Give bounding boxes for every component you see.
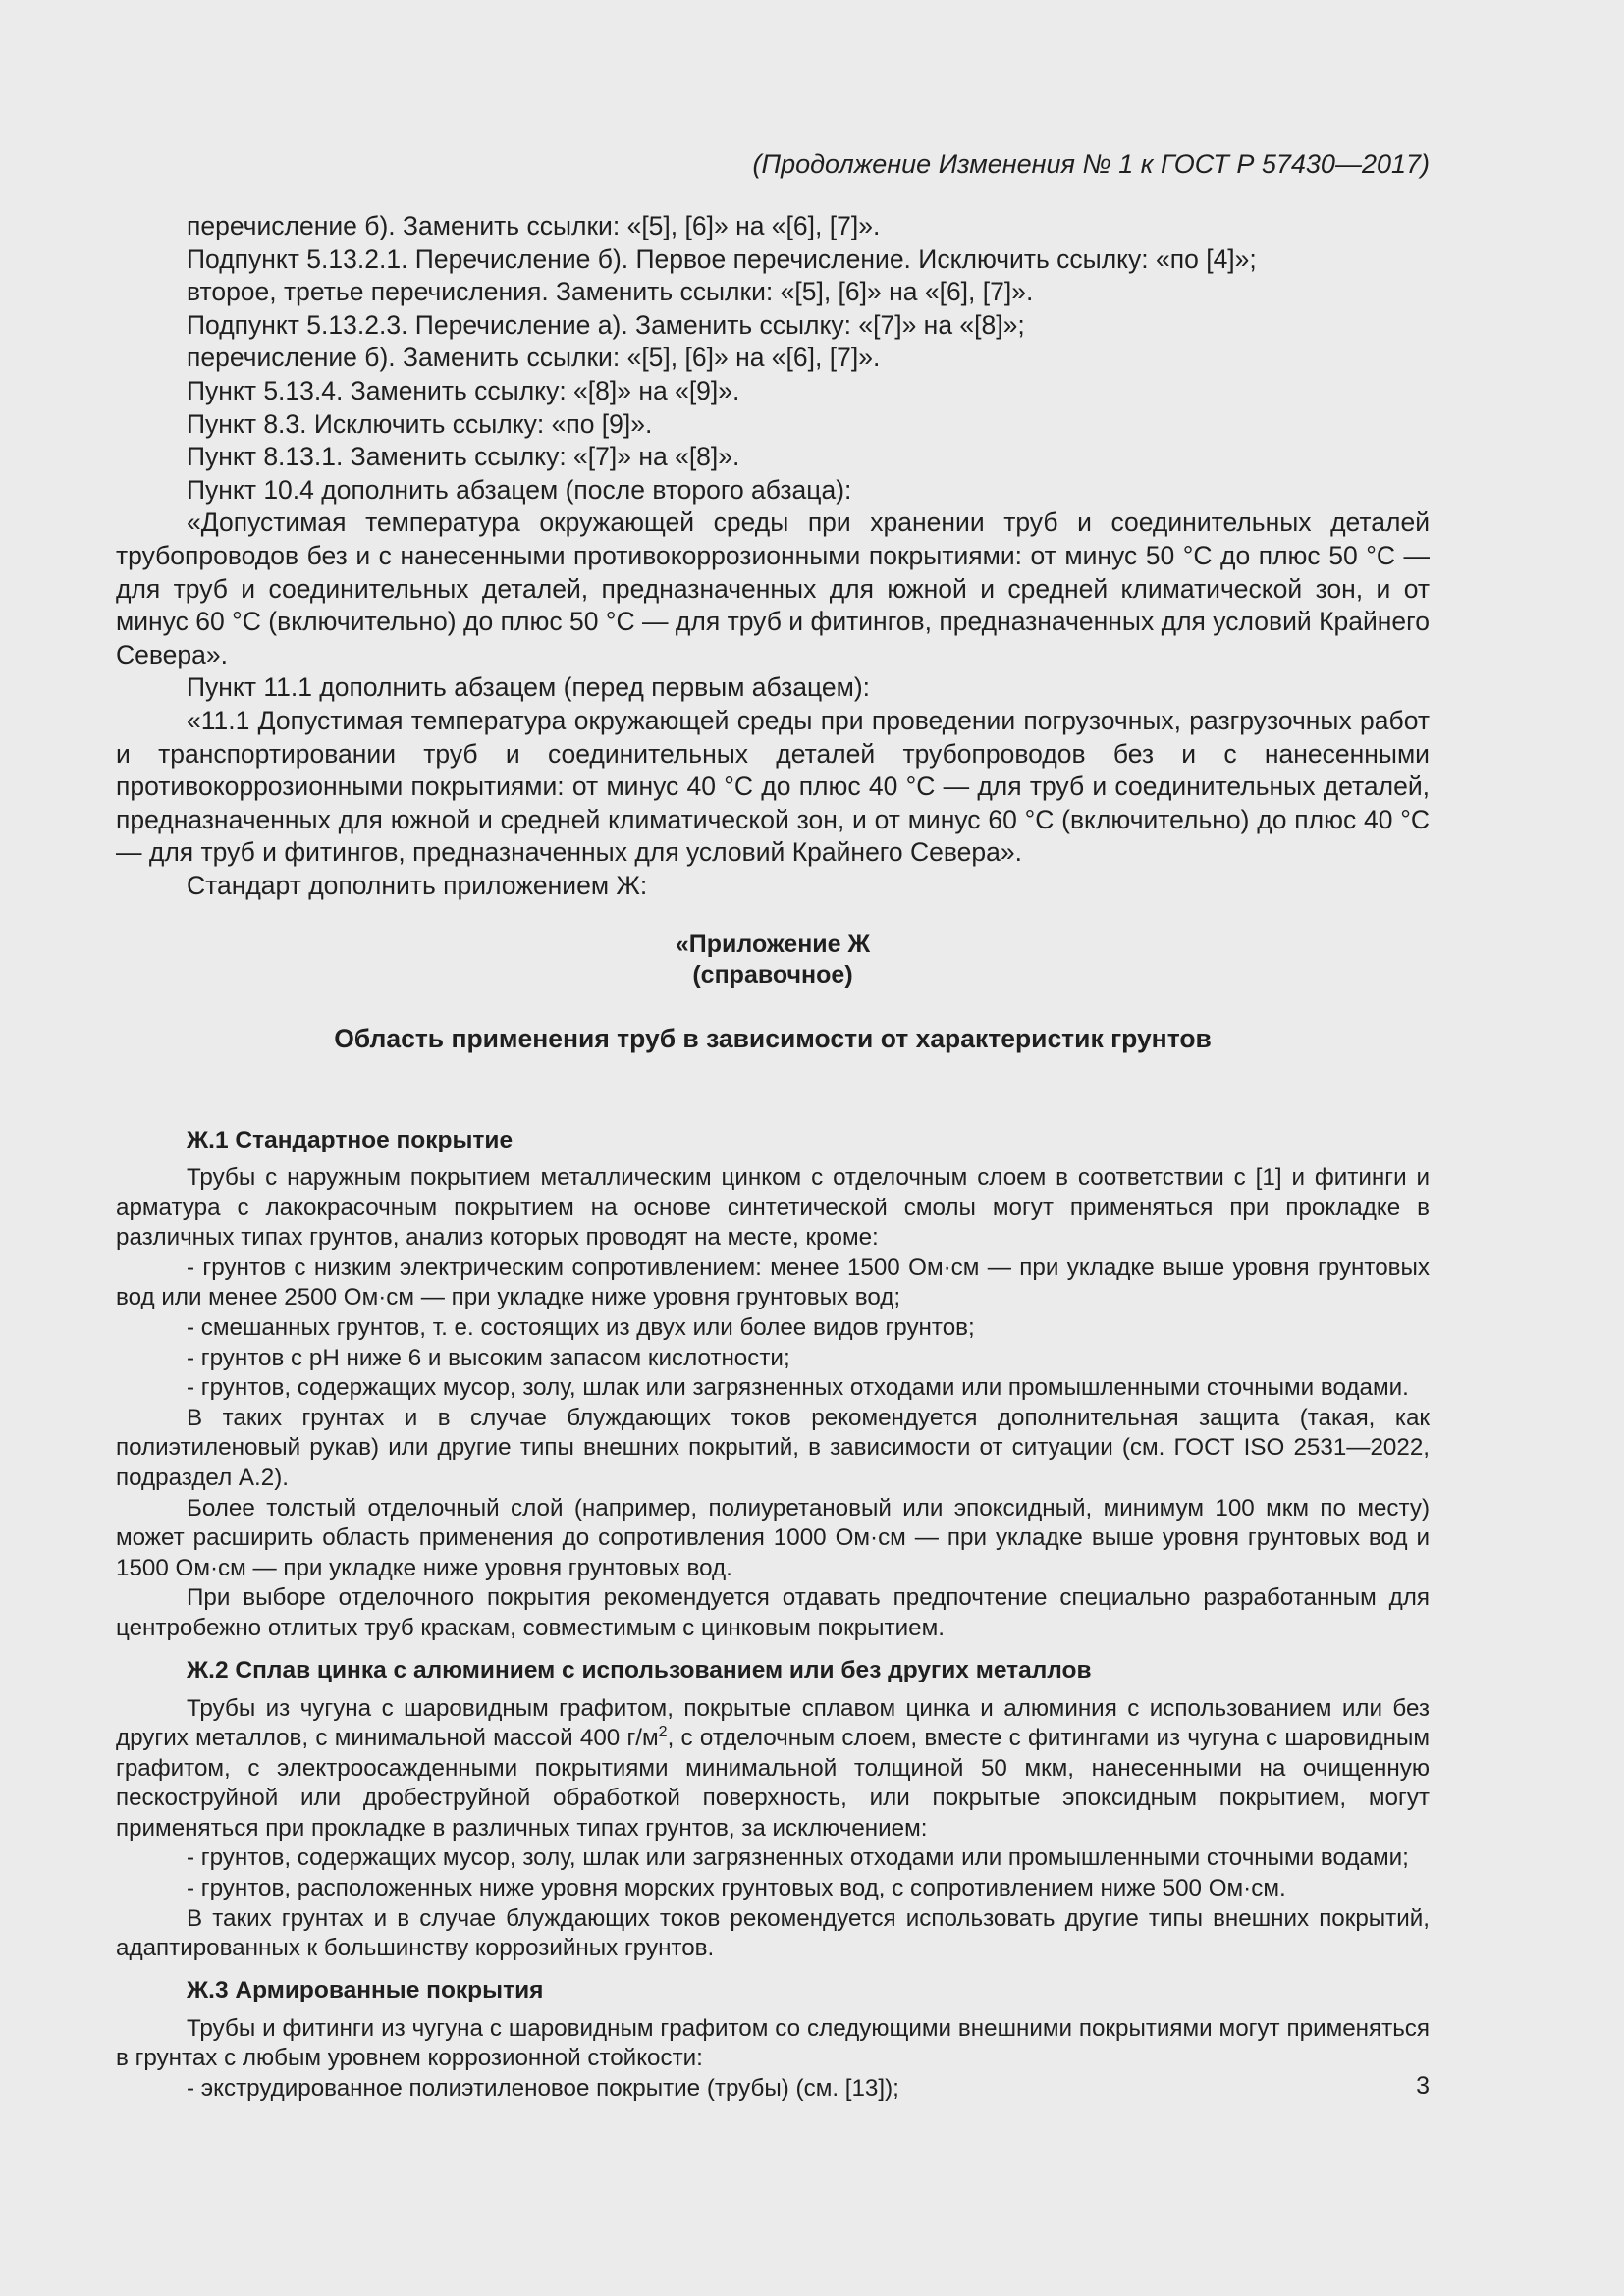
paragraph: перечисление б). Заменить ссылки: «[5], [6]» на «[6], [7]». — [187, 343, 881, 373]
paragraph-text: , с отделочным слоем, вместе с фитингами из чугуна с шаровидным графитом, с электроосажденными покрытиями минимальной толщиной 50 мкм, нанесенными на очищенную пескоструйной или дробеструйной обработкой поверхность, или покрытые эпоксидным покрытием, могут применяться при прокладке в различных типах грунтов, за исключением: — [116, 1725, 1430, 1842]
list-item: - смешанных грунтов, т. е. состоящих из двух или более видов грунтов; — [187, 1313, 975, 1341]
list-item: - грунтов с рН ниже 6 и высоким запасом кислотности; — [187, 1344, 790, 1371]
paragraph: второе, третье перечисления. Заменить ссылки: «[5], [6]» на «[6], [7]». — [187, 277, 1034, 307]
section-heading: Ж.1 Стандартное покрытие — [187, 1127, 514, 1153]
appendix-body — [116, 1125, 1430, 2105]
paragraph: Подпункт 5.13.2.3. Перечисление а). Заменить ссылку: «[7]» на «[8]»; — [187, 309, 1025, 340]
list-item: - грунтов, содержащих мусор, золу, шлак или загрязненных отходами или промышленными сточными водами. — [187, 1374, 1409, 1402]
paragraph: Пункт 10.4 дополнить абзацем (после второго абзаца): — [187, 474, 852, 505]
appendix-title: «Приложение Ж — [675, 931, 871, 959]
list-item: - грунтов, содержащих мусор, золу, шлак или загрязненных отходами или промышленными сточными водами; — [187, 1844, 1409, 1872]
paragraph: Подпункт 5.13.2.1. Перечисление б). Первое перечисление. Исключить ссылку: «по [4]»; — [187, 243, 1257, 274]
list-item: - грунтов, расположенных ниже уровня морских грунтовых вод, с сопротивлением ниже 500 Ом·см. — [187, 1875, 1286, 1902]
paragraph-text: Трубы из чугуна с шаровидным графитом, покрытые сплавом цинка и алюминия с использованием или без других металлов, с минимальной массой 400 г/м — [116, 1694, 1430, 1752]
paragraph: Пункт 8.13.1. Заменить ссылку: «[7]» на «[8]». — [187, 442, 740, 472]
section-heading: Ж.2 Сплав цинка с алюминием с использованием или без других металлов — [187, 1656, 1092, 1683]
paragraph: Трубы и фитинги из чугуна с шаровидным графитом со следующими внешними покрытиями могут применяться в грунтах с любым уровнем коррозионной стойкости: — [116, 2014, 1430, 2072]
page-number: 3 — [1416, 2072, 1430, 2100]
superscript: 2 — [658, 1724, 668, 1741]
paragraph: Пункт 8.3. Исключить ссылку: «по [9]». — [187, 408, 653, 439]
paragraph: «Допустимая температура окружающей среды при хранении труб и соединительных деталей трубопроводов без и с нанесенными противокоррозионными покрытиями: от минус 50 °С до плюс 50 °С — для труб и соединительных деталей, предназначенных для южной и средней климатической зон, и от минус 60 °С (включительно) до плюс 50 °С — для труб и фитингов, предназначенных для условий Крайнего Севера». — [116, 507, 1430, 669]
paragraph: В таких грунтах и в случае блуждающих токов рекомендуется дополнительная защита (такая, как полиэтиленовый рукав) или другие типы внешних покрытий, в зависимости от ситуации (см. ГОСТ ISO 2531—2022, подраздел А.2). — [116, 1404, 1430, 1491]
paragraph: Трубы с наружным покрытием металлическим цинком с отделочным слоем в соответствии с [1] и фитинги и арматура с лакокрасочным покрытием на основе синтетической смолы могут применяться при прокладке в различных типах грунтов, анализ которых проводят на месте, кроме: — [116, 1164, 1430, 1252]
appendix-subtitle: (справочное) — [692, 961, 853, 989]
paragraph: При выборе отделочного покрытия рекомендуется отдавать предпочтение специально разработанным для центробежно отлитых труб краскам, совместимым с цинковым покрытием. — [116, 1584, 1430, 1641]
paragraph: «11.1 Допустимая температура окружающей среды при проведении погрузочных, разгрузочных работ и транспортировании труб и соединительных деталей трубопроводов без и с нанесенными противокоррозионными покрытиями: от минус 40 °С до плюс 40 °С — для труб и соединительных деталей, предназначенных для южной и средней климатической зон, и от минус 60 °С (включительно) до плюс 40 °С — для труб и фитингов, предназначенных для условий Крайнего Севера». — [116, 705, 1430, 868]
amendment-text — [116, 210, 1430, 1055]
appendix-heading: Область применения труб в зависимости от характеристик грунтов — [334, 1024, 1212, 1054]
paragraph: Пункт 5.13.4. Заменить ссылку: «[8]» на «[9]». — [187, 375, 740, 405]
paragraph: Более толстый отделочный слой (например, полиуретановый или эпоксидный, минимум 100 мкм по месту) может расширить область применения до сопротивления 1000 Ом·см — при укладке выше уровня грунтовых вод и 1500 Ом·см — при укладке ниже уровня грунтовых вод. — [116, 1494, 1430, 1581]
page-header: (Продолжение Изменения № 1 к ГОСТ Р 57430—2017) — [752, 149, 1430, 179]
paragraph — [116, 1694, 1430, 1844]
paragraph: В таких грунтах и в случае блуждающих токов рекомендуется использовать другие типы внешних покрытий, адаптированных к большинству коррозийных грунтов. — [116, 1904, 1430, 1962]
paragraph: Пункт 11.1 дополнить абзацем (перед первым абзацем): — [187, 672, 871, 703]
list-item: - грунтов с низким электрическим сопротивлением: менее 1500 Ом·см — при укладке выше уровня грунтовых вод или менее 2500 Ом·см — при укладке ниже уровня грунтовых вод; — [116, 1254, 1430, 1311]
paragraph: перечисление б). Заменить ссылки: «[5], [6]» на «[6], [7]». — [187, 211, 881, 240]
list-item: - экструдированное полиэтиленовое покрытие (трубы) (см. [13]); — [187, 2075, 899, 2103]
section-heading: Ж.3 Армированные покрытия — [187, 1976, 544, 2003]
paragraph: Стандарт дополнить приложением Ж: — [187, 870, 648, 900]
